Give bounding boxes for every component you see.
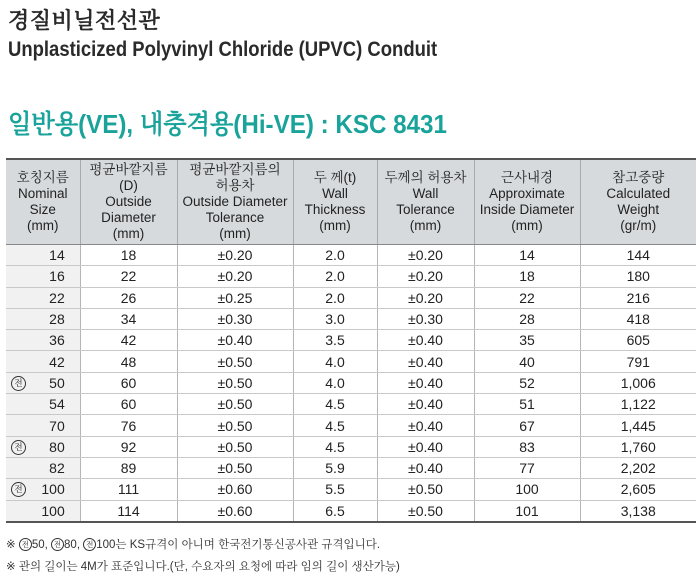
nominal-size-value: 36 xyxy=(49,332,65,349)
weight-cell: 144 xyxy=(580,245,696,266)
note-value-3: 100는 KS규격이 아니며 한국전기통신공사관 규격입니다. xyxy=(96,539,381,551)
column-header-line: Calculated xyxy=(606,186,671,201)
nominal-size-cell xyxy=(6,287,80,308)
table-row xyxy=(6,500,696,522)
table-row xyxy=(6,330,696,351)
weight-cell: 1,122 xyxy=(580,394,696,415)
od-tolerance-cell: ±0.50 xyxy=(177,394,293,415)
wall-thickness-cell: 3.5 xyxy=(293,330,377,351)
nominal-size-cell xyxy=(6,351,80,372)
conduit-spec-table xyxy=(6,158,696,523)
nominal-size-value: 100 xyxy=(41,502,65,519)
outside-diameter-cell: 34 xyxy=(80,308,177,329)
wall-thickness-cell: 4.0 xyxy=(293,372,377,393)
table-row xyxy=(6,436,696,457)
outside-diameter-cell: 89 xyxy=(80,457,177,478)
wall-tolerance-cell: ±0.20 xyxy=(377,266,474,287)
inside-diameter-cell: 28 xyxy=(474,308,580,329)
nominal-size-value: 100 xyxy=(41,481,65,498)
weight-cell: 418 xyxy=(580,308,696,329)
nominal-size-cell xyxy=(6,457,80,478)
column-header-line: Outside xyxy=(105,194,152,209)
column-header-line: Thickness xyxy=(304,202,366,217)
column-header-line: Size xyxy=(29,202,56,217)
od-tolerance-cell: ±0.50 xyxy=(177,436,293,457)
weight-cell: 2,202 xyxy=(580,457,696,478)
column-header-line: 근사내경 xyxy=(500,170,554,185)
page-title-korean: 경질비닐전선관 xyxy=(8,8,161,33)
weight-cell: 605 xyxy=(580,330,696,351)
footnote-standard-length: ※ 관의 길이는 4M가 표준입니다.(단, 수요자의 요청에 따라 임의 길이 생산가능) xyxy=(6,561,400,573)
table-body xyxy=(6,245,696,522)
table-row xyxy=(6,245,696,266)
inside-diameter-cell: 83 xyxy=(474,436,580,457)
wall-thickness-cell: 3.0 xyxy=(293,308,377,329)
column-header-line: 두 께(t) xyxy=(313,170,357,185)
table-row xyxy=(6,287,696,308)
column-header-line: Tolerance xyxy=(396,202,455,217)
weight-cell: 1,760 xyxy=(580,436,696,457)
nominal-size-value: 54 xyxy=(49,396,65,413)
page-title-english: Unplasticized Polyvinyl Chloride (UPVC) Conduit xyxy=(8,38,438,61)
wall-thickness-cell: 2.0 xyxy=(293,287,377,308)
od-tolerance-cell: ±0.50 xyxy=(177,351,293,372)
inside-diameter-cell: 101 xyxy=(474,500,580,522)
column-header-line: 평균바깥지름의 xyxy=(189,162,281,177)
column-header-line: 허용차 xyxy=(215,178,255,193)
weight-cell: 180 xyxy=(580,266,696,287)
inside-diameter-cell: 67 xyxy=(474,415,580,436)
nominal-size-value: 14 xyxy=(49,247,65,264)
wall-thickness-cell: 5.9 xyxy=(293,457,377,478)
outside-diameter-cell: 114 xyxy=(80,500,177,522)
outside-diameter-cell: 18 xyxy=(80,245,177,266)
weight-cell: 3,138 xyxy=(580,500,696,522)
wall-thickness-cell: 5.5 xyxy=(293,479,377,500)
wall-thickness-cell: 4.5 xyxy=(293,415,377,436)
weight-cell: 1,445 xyxy=(580,415,696,436)
table-header-row xyxy=(6,159,696,245)
wall-tolerance-cell: ±0.40 xyxy=(377,457,474,478)
column-header-line: Wall xyxy=(412,186,439,201)
column-header-line: (gr/m) xyxy=(620,218,657,233)
wall-thickness-cell: 4.5 xyxy=(293,436,377,457)
note-value-2: 80, xyxy=(64,539,84,551)
column-header xyxy=(6,159,80,245)
wall-tolerance-cell: ±0.40 xyxy=(377,330,474,351)
wall-thickness-cell: 2.0 xyxy=(293,266,377,287)
table-row xyxy=(6,266,696,287)
footnote-ks-exception xyxy=(6,536,380,552)
outside-diameter-cell: 42 xyxy=(80,330,177,351)
nominal-size-cell xyxy=(6,415,80,436)
outside-diameter-cell: 22 xyxy=(80,266,177,287)
weight-cell: 216 xyxy=(580,287,696,308)
jeon-mark-icon: 전 xyxy=(51,538,64,551)
column-header-line: (mm) xyxy=(219,226,251,241)
table-row xyxy=(6,394,696,415)
inside-diameter-cell: 14 xyxy=(474,245,580,266)
note-prefix: ※ xyxy=(6,539,19,551)
inside-diameter-cell: 51 xyxy=(474,394,580,415)
inside-diameter-cell: 22 xyxy=(474,287,580,308)
wall-tolerance-cell: ±0.40 xyxy=(377,394,474,415)
weight-cell: 1,006 xyxy=(580,372,696,393)
column-header-line: 참고중량 xyxy=(612,170,665,185)
wall-tolerance-cell: ±0.50 xyxy=(377,479,474,500)
column-header xyxy=(80,159,177,245)
column-header-line: 평균바깥지름(D) xyxy=(89,162,168,193)
column-header-line: (mm) xyxy=(27,218,59,233)
od-tolerance-cell: ±0.30 xyxy=(177,308,293,329)
nominal-size-value: 80 xyxy=(49,438,65,455)
column-header xyxy=(474,159,580,245)
column-header xyxy=(177,159,293,245)
od-tolerance-cell: ±0.60 xyxy=(177,500,293,522)
wall-tolerance-cell: ±0.30 xyxy=(377,308,474,329)
column-header-line: Outside Diameter xyxy=(182,194,288,209)
column-header-line: Weight xyxy=(617,202,660,217)
jeon-mark-icon: 전 xyxy=(11,440,26,455)
inside-diameter-cell: 18 xyxy=(474,266,580,287)
nominal-size-value: 42 xyxy=(49,353,65,370)
od-tolerance-cell: ±0.25 xyxy=(177,287,293,308)
inside-diameter-cell: 52 xyxy=(474,372,580,393)
nominal-size-value: 70 xyxy=(49,417,65,434)
column-header-line: Diameter xyxy=(101,210,156,225)
inside-diameter-cell: 35 xyxy=(474,330,580,351)
wall-tolerance-cell: ±0.40 xyxy=(377,351,474,372)
od-tolerance-cell: ±0.20 xyxy=(177,245,293,266)
column-header-line: Tolerance xyxy=(205,210,265,225)
column-header-line: 두께의 허용차 xyxy=(384,170,467,185)
od-tolerance-cell: ±0.20 xyxy=(177,266,293,287)
nominal-size-value: 16 xyxy=(49,268,65,285)
outside-diameter-cell: 26 xyxy=(80,287,177,308)
column-header-line: (mm) xyxy=(511,218,543,233)
nominal-size-cell xyxy=(6,266,80,287)
outside-diameter-cell: 76 xyxy=(80,415,177,436)
wall-thickness-cell: 4.0 xyxy=(293,351,377,372)
column-header-line: Nominal xyxy=(17,186,68,201)
table-row xyxy=(6,308,696,329)
nominal-size-cell xyxy=(6,436,80,457)
jeon-mark-icon: 전 xyxy=(11,482,26,497)
wall-tolerance-cell: ±0.40 xyxy=(377,415,474,436)
outside-diameter-cell: 60 xyxy=(80,372,177,393)
od-tolerance-cell: ±0.50 xyxy=(177,457,293,478)
nominal-size-cell xyxy=(6,479,80,500)
weight-cell: 791 xyxy=(580,351,696,372)
table-row xyxy=(6,351,696,372)
column-header xyxy=(580,159,696,245)
outside-diameter-cell: 60 xyxy=(80,394,177,415)
nominal-size-value: 50 xyxy=(49,374,65,391)
nominal-size-cell xyxy=(6,330,80,351)
inside-diameter-cell: 77 xyxy=(474,457,580,478)
nominal-size-value: 82 xyxy=(49,460,65,477)
standard-subtitle: 일반용(VE), 내충격용(Hi-VE) : KSC 8431 xyxy=(8,109,447,139)
od-tolerance-cell: ±0.50 xyxy=(177,415,293,436)
nominal-size-cell xyxy=(6,394,80,415)
od-tolerance-cell: ±0.50 xyxy=(177,372,293,393)
wall-thickness-cell: 4.5 xyxy=(293,394,377,415)
jeon-mark-icon: 전 xyxy=(11,376,26,391)
outside-diameter-cell: 111 xyxy=(80,479,177,500)
column-header-line: (mm) xyxy=(409,218,442,233)
nominal-size-cell xyxy=(6,372,80,393)
jeon-mark-icon: 전 xyxy=(19,538,32,551)
outside-diameter-cell: 92 xyxy=(80,436,177,457)
note-value-1: 50, xyxy=(31,539,52,551)
nominal-size-value: 28 xyxy=(49,311,65,328)
od-tolerance-cell: ±0.40 xyxy=(177,330,293,351)
column-header-line: (mm) xyxy=(319,218,351,233)
wall-tolerance-cell: ±0.50 xyxy=(377,500,474,522)
table-row xyxy=(6,372,696,393)
table-row xyxy=(6,479,696,500)
wall-thickness-cell: 6.5 xyxy=(293,500,377,522)
nominal-size-value: 22 xyxy=(49,289,65,306)
weight-cell: 2,605 xyxy=(580,479,696,500)
table-row xyxy=(6,415,696,436)
nominal-size-cell xyxy=(6,308,80,329)
nominal-size-cell xyxy=(6,245,80,266)
outside-diameter-cell: 48 xyxy=(80,351,177,372)
nominal-size-cell xyxy=(6,500,80,522)
column-header xyxy=(377,159,474,245)
wall-tolerance-cell: ±0.40 xyxy=(377,436,474,457)
inside-diameter-cell: 40 xyxy=(474,351,580,372)
column-header-line: 호칭지름 xyxy=(16,170,69,185)
jeon-mark-icon: 전 xyxy=(83,538,96,551)
column-header-line: Inside Diameter xyxy=(479,202,575,217)
table-row xyxy=(6,457,696,478)
wall-thickness-cell: 2.0 xyxy=(293,245,377,266)
wall-tolerance-cell: ±0.20 xyxy=(377,245,474,266)
column-header-line: (mm) xyxy=(112,226,145,241)
column-header-line: Wall xyxy=(322,186,348,201)
column-header xyxy=(293,159,377,245)
od-tolerance-cell: ±0.60 xyxy=(177,479,293,500)
column-header-line: Approximate xyxy=(489,186,565,201)
inside-diameter-cell: 100 xyxy=(474,479,580,500)
wall-tolerance-cell: ±0.20 xyxy=(377,287,474,308)
wall-tolerance-cell: ±0.40 xyxy=(377,372,474,393)
